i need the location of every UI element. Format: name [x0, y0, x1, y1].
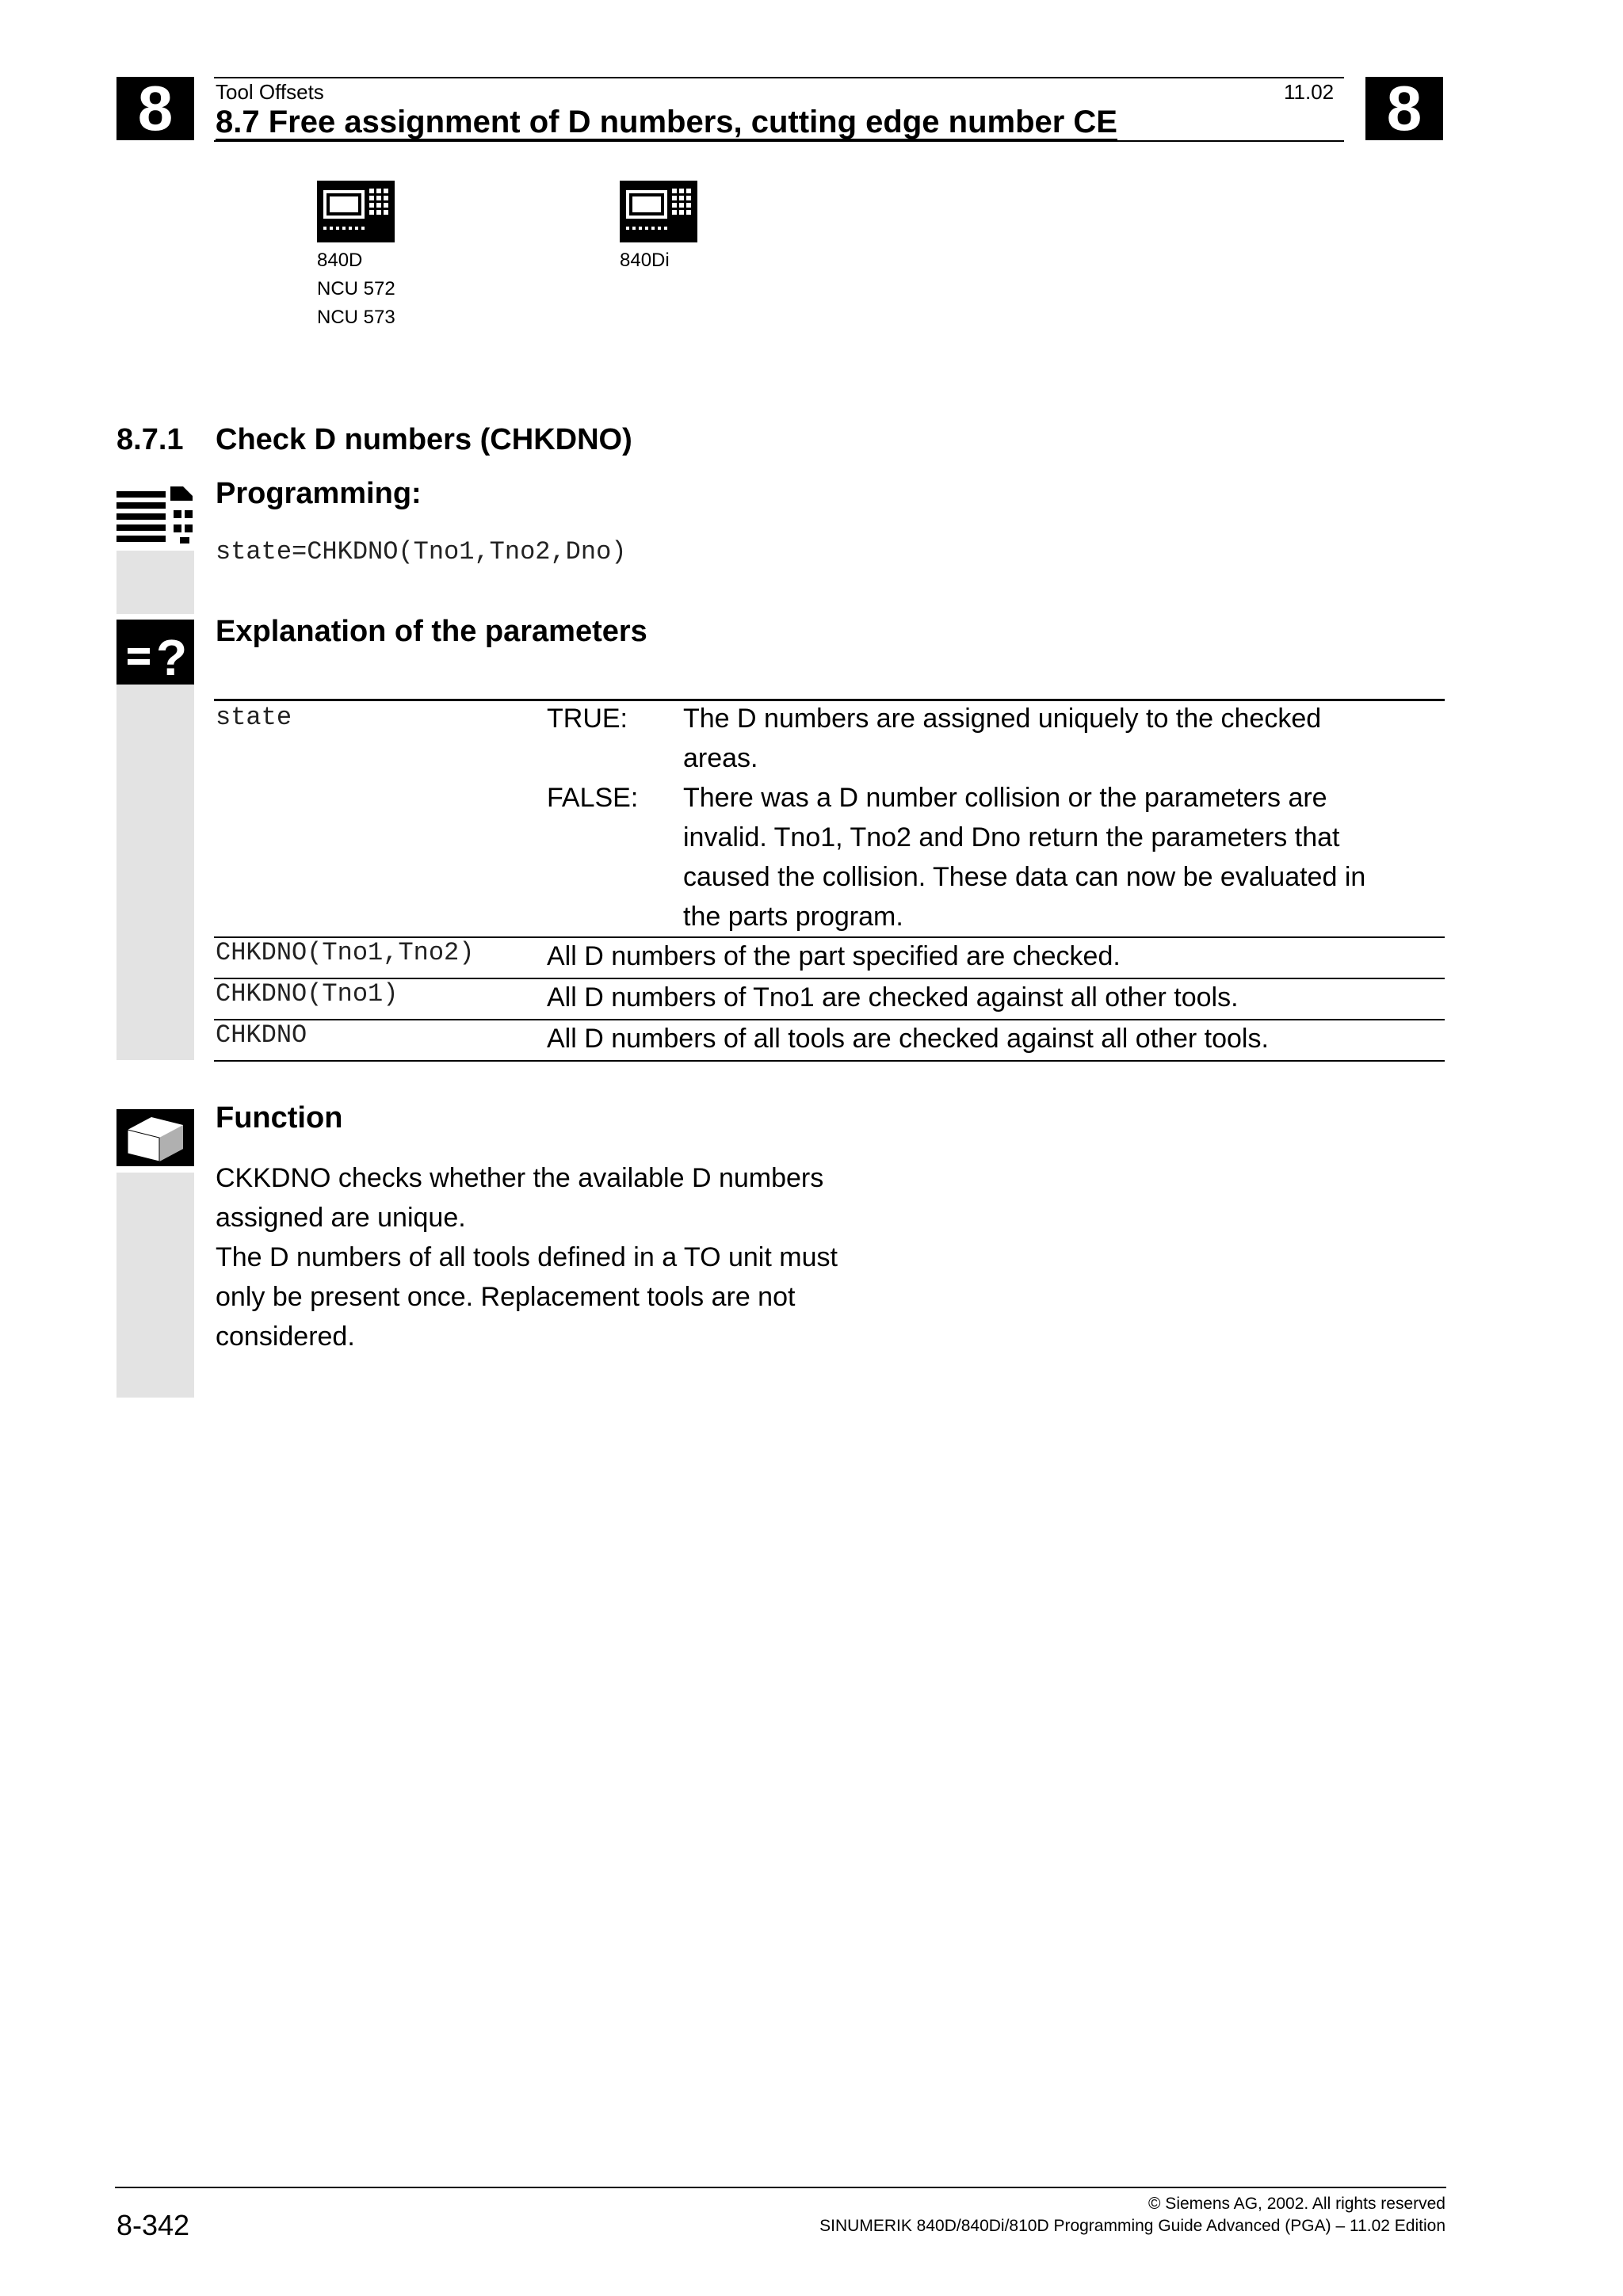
parameters-heading: Explanation of the parameters — [216, 615, 647, 648]
true-text-line-2: areas. — [683, 743, 758, 773]
cube-icon — [116, 1103, 194, 1173]
chapter-number-right: 8 — [1386, 73, 1423, 143]
parameters-icon-box — [116, 620, 194, 685]
param-state-name: state — [216, 703, 292, 732]
function-line-4: only be present once. Replacement tools are not — [216, 1282, 796, 1312]
subsection-title: Check D numbers (CHKDNO) — [216, 423, 632, 456]
param-row-3-name: CHKDNO — [216, 1020, 307, 1050]
sidebar-parameters — [116, 620, 194, 1060]
footer-rule — [115, 2187, 1446, 2188]
function-line-2: assigned are unique. — [216, 1203, 466, 1233]
chapter-tab-left — [116, 73, 194, 143]
param-row-2-name: CHKDNO(Tno1) — [216, 979, 399, 1009]
param-row-3-text: All D numbers of all tools are checked against all other tools. — [547, 1024, 1269, 1054]
table-bottom-rule — [214, 1060, 1445, 1062]
true-label: TRUE: — [547, 704, 628, 734]
control-840d-label-2: NCU 572 — [317, 278, 395, 299]
false-text-line-2: invalid. Tno1, Tno2 and Dno return the parameters that — [683, 822, 1340, 852]
programming-code: state=CHKDNO(Tno1,Tno2,Dno) — [216, 537, 627, 566]
control-panel-icon — [317, 181, 395, 242]
section-title: 8.7 Free assignment of D numbers, cutting edge number CE — [216, 105, 1117, 139]
explanation-icon — [116, 620, 194, 685]
chapter-number-left: 8 — [137, 73, 174, 143]
false-text-line-3: caused the collision. These data can now be evaluated in — [683, 862, 1366, 892]
false-text-line-4: the parts program. — [683, 902, 903, 932]
header-top-rule — [214, 77, 1344, 78]
control-840d — [317, 181, 395, 332]
programming-list-icon — [116, 483, 194, 551]
footer-copyright: © Siemens AG, 2002. All rights reserved — [1148, 2195, 1445, 2213]
chapter-tab-right — [1365, 73, 1443, 143]
function-heading: Function — [216, 1101, 343, 1135]
false-label: FALSE: — [547, 783, 639, 813]
function-icon-box — [116, 1103, 194, 1173]
false-text-line-1: There was a D number collision or the parameters are — [683, 783, 1327, 813]
control-840di-label: 840Di — [620, 250, 670, 271]
control-panel-icon — [620, 181, 697, 242]
svg-text:?: ? — [156, 629, 188, 685]
control-840di — [620, 181, 697, 275]
function-line-1: CKKDNO checks whether the available D numbers — [216, 1163, 824, 1193]
function-line-3: The D numbers of all tools defined in a TO unit must — [216, 1242, 838, 1272]
header-bottom-rule — [214, 140, 1344, 142]
function-text — [216, 1158, 838, 1356]
edition-label: 11.02 — [1284, 80, 1335, 104]
true-text-line-1: The D numbers are assigned uniquely to the checked — [683, 704, 1322, 734]
footer-manual-title: SINUMERIK 840D/840Di/810D Programming Guide Advanced (PGA) – 11.02 Edition — [819, 2217, 1445, 2235]
control-840d-label-1: 840D — [317, 250, 363, 271]
param-row-2-text: All D numbers of Tno1 are checked against all other tools. — [547, 982, 1239, 1013]
page-number: 8-342 — [116, 2209, 190, 2241]
running-title: Tool Offsets — [216, 80, 324, 104]
programming-icon-box — [116, 483, 194, 551]
programming-heading: Programming: — [216, 477, 422, 510]
param-row-1-text: All D numbers of the part specified are checked. — [547, 941, 1121, 971]
control-840d-label-3: NCU 573 — [317, 307, 395, 328]
param-row-1-name: CHKDNO(Tno1,Tno2) — [216, 938, 475, 967]
function-line-5: considered. — [216, 1322, 355, 1352]
subsection-number: 8.7.1 — [116, 423, 184, 456]
